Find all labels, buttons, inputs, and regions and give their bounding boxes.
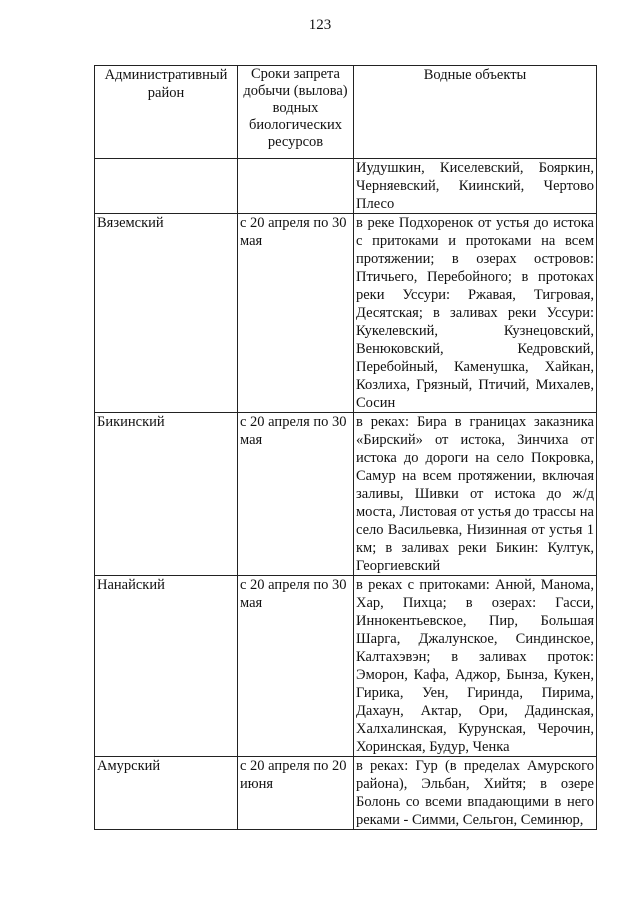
period-cell: с 20 апреля по 30 мая (238, 413, 354, 576)
table-row (95, 413, 597, 576)
district-cell: Бикинский (95, 413, 238, 576)
table-row (95, 214, 597, 413)
water-objects-cell: в реках: Бира в границах заказника «Бирский» от истока, Зинчиха от истока до дороги на село Покровка, Самур на всем протяжении, включая заливы, Шивки от истока до ж/д моста, Листовая от устья до трассы на село Васильевка, Низинная от устья 1 км; в заливах реки Бикин: Култук, Георгиевский (354, 413, 597, 576)
period-cell (238, 159, 354, 214)
district-cell (95, 159, 238, 214)
period-cell: с 20 апреля по 30 мая (238, 214, 354, 413)
water-objects-cell: в реке Подхоренок от устья до истока с притоками и протоками на всем протяжении; в озерах островов: Птичьего, Перебойного; в протоках реки Уссури: Ржавая, Тигровая, Десятская; в заливах реки Уссури: Кукелевский, Кузнецовский, Венюковский, Кедровский, Перебойный, Каменушка, Хайкан, Козлиха, Грязный, Птичий, Михалев, Сосин (354, 214, 597, 413)
water-objects-cell: Иудушкин, Киселевский, Бояркин, Черняевский, Киинский, Чертово Плесо (354, 159, 597, 214)
table-header-row (95, 66, 597, 159)
table-row (95, 757, 597, 830)
period-cell: с 20 апреля по 20 июня (238, 757, 354, 830)
district-cell: Вяземский (95, 214, 238, 413)
fishing-ban-table (94, 65, 597, 830)
period-cell: с 20 апреля по 30 мая (238, 576, 354, 757)
header-district: Административный район (95, 66, 238, 159)
header-water-objects: Водные объекты (354, 66, 597, 159)
page-number: 123 (308, 17, 332, 33)
water-objects-cell: в реках с притоками: Анюй, Манома, Хар, Пихца; в озерах: Гасси, Иннокентьевское, Пир, Большая Шарга, Джалунское, Синдинское, Калтахэвэн; в заливах проток: Эморон, Кафа, Аджор, Бынза, Кукен, Гирика, Уен, Гиринда, Пирима, Дахаун, Актар, Ори, Дадинская, Халхалинская, Курунская, Черочин, Хоринская, Будур, Ченка (354, 576, 597, 757)
table-row (95, 159, 597, 214)
table-row (95, 576, 597, 757)
district-cell: Амурский (95, 757, 238, 830)
header-ban-period: Сроки запрета добычи (вылова) водных биологических ресурсов (238, 66, 354, 159)
water-objects-cell: в реках: Гур (в пределах Амурского района), Эльбан, Хийтя; в озере Болонь со всеми впадающими в него реками - Симми, Сельгон, Семинюр, (354, 757, 597, 830)
district-cell: Нанайский (95, 576, 238, 757)
